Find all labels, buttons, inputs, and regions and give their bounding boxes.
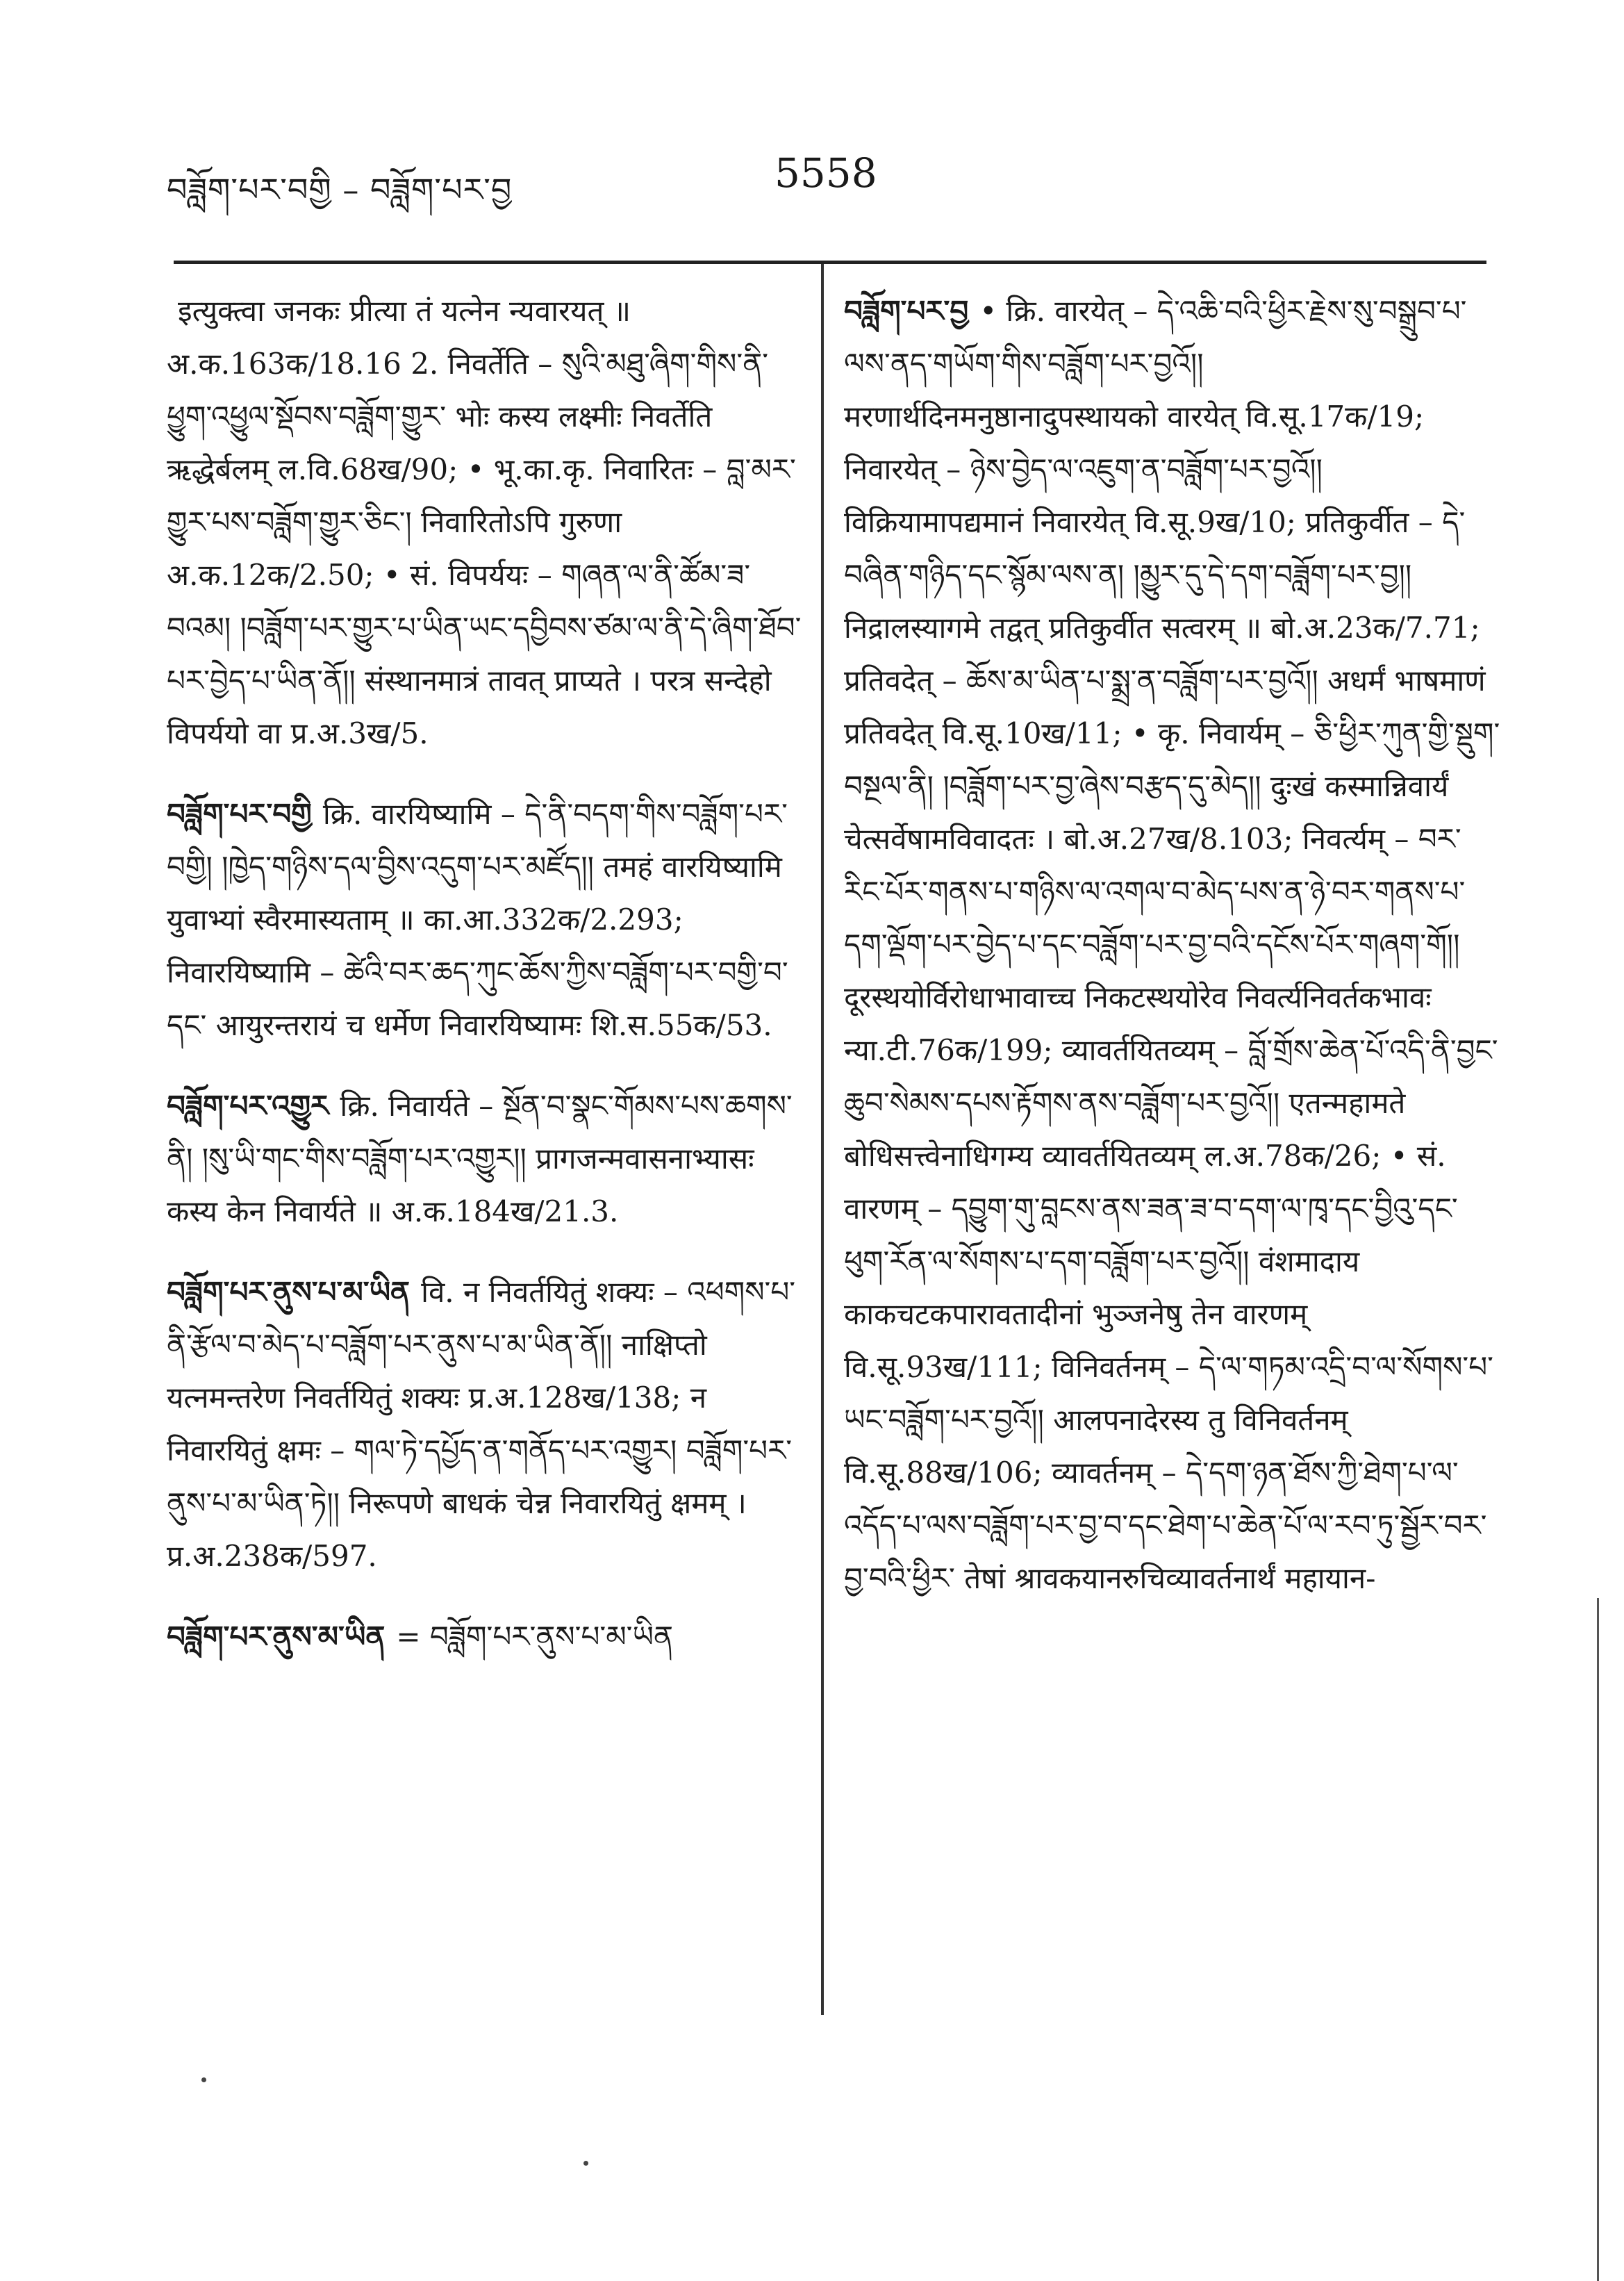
page-number: 5558 [774, 149, 877, 197]
dictionary-entry [844, 285, 1500, 1605]
left-column [167, 285, 802, 1691]
dictionary-entry [167, 285, 802, 760]
scan-speck [583, 2161, 588, 2166]
entry-text: क्रि. निवार्यते – སྔོན་བ་སྣང་གོམས་པས་ཆགས་ནི། །སུ་ཡི་གང་གིས་བཟློག་པར་འགྱུར།། प्रागजन्मवासनाभ्यासः कस्य केन निवार्यते ॥ अ.क.184ख/21.3. [167, 1089, 793, 1228]
entry-text: इत्युक्त्वा जनकः प्रीत्या तं यत्नेन न्यवारयत् ॥ अ.क.163क/18.16 2. निवर्तेति – སུའི་མཐུ་ཞིག་གིས་ནི་ཕྱུག་འཕྱུལ་སྡོབས་བཟློག་གྱུར་ भोः कस्य लक्ष्मीः निवर्तेति ऋद्धेर्बलम् ल.वि.68ख/90; • भू.का.कृ. निवारितः – བླ་མར་གྱུར་པས་བཟློག་གྱུར་ཅིང་། निवारितोऽपि गुरुणा अ.क.12क/2.50; • सं. विपर्ययः – གཞན་ལ་ནི་ཚོམ་ཟ་བའམ། །བཟློག་པར་གྱུར་པ་ཡིན་ཡང་དབྱིབས་ཙམ་ལ་ནི་དེ་ཞིག་ཐོབ་པར་བྱེད་པ་ཡིན་ནོ།། संस्थानमात्रं तावत् प्राप्यते । परत्र सन्देहो विपर्ययो वा प्र.अ.3ख/5. [167, 294, 802, 750]
dictionary-entry [167, 1266, 802, 1583]
header-rule [174, 261, 1486, 264]
entry-headword: བཟློག་པར་ནུས་མ་ཡིན [167, 1620, 386, 1654]
dictionary-entry [167, 1611, 802, 1663]
entry-headword: བཟློག་པར་འགྱུར [167, 1089, 329, 1123]
entry-text: क्रि. वारयिष्यामि – དེ་ནི་བདག་གིས་བཟློག་པར་བགྱི། །ཁྱེད་གཉིས་དལ་བྱིས་འདུག་པར་མཛོད།། तमहं वारयिष्यामि युवाभ्यां स्वैरमास्यताम् ॥ का.आ.332क/2.293; निवारयिष्यामि – ཚེའི་བར་ཆད་ཀུང་ཆོས་ཀྱིས་བཟློག་པར་བགྱི་བ་དང་ आयुरन्तरायं च धर्मेण निवारयिष्यामः शि.स.55क/53. [167, 797, 788, 1042]
scan-edge-mark [1597, 1598, 1624, 2281]
column-divider [821, 264, 824, 2015]
entry-headword: བཟློག་པར་བྱ [844, 294, 969, 328]
entry-text: वि. न निवर्तयितुं शक्यः – འཕགས་པ་ནི་རྩོལ་བ་མེད་པ་བཟློག་པར་ནུས་པ་མ་ཡིན་ནོ།། नाक्षिप्तो यत्नमन्तरेण निवर्तयितुं शक्यः प्र.अ.128ख/138; न निवारयितुं क्षमः – གལ་ཏེ་དཔྱོད་ན་གནོད་པར་འགྱུར། བཟློག་པར་ནུས་པ་མ་ཡིན་ཏེ།། निरूपणे बाधकं चेन्न निवारयितुं क्षमम् । प्र.अ.238क/597. [167, 1275, 796, 1573]
dictionary-entry [167, 788, 802, 1052]
entry-text: = བཟློག་པར་ནུས་པ་མ་ཡིན [396, 1620, 673, 1654]
right-column [844, 285, 1500, 1633]
scan-speck [201, 2077, 206, 2082]
page-header [167, 142, 1500, 212]
dictionary-entry [167, 1080, 802, 1238]
entry-headword: བཟློག་པར་བགྱི [167, 797, 312, 831]
running-head: བཟློག་པར་བགྱི – བཟློག་པར་བྱ [167, 171, 513, 208]
entry-text: • क्रि. वारयेत् – དེ་འཆི་བའི་ཕྱིར་རྗེས་སུ་བསྒྲུབ་པ་ལས་ནད་གཡོག་གིས་བཟློག་པར་བྱའོ།། मरणार्थदिनमनुष्ठानादुपस्थायको वारयेत् वि.सू.17क/19; निवारयेत् – ཉེས་བྱེད་ལ་འཇུག་ན་བཟློག་པར་བྱའོ།། विक्रियामापद्यमानं निवारयेत् वि.सू.9ख/10; प्रतिकुर्वीत – དེ་བཞིན་གཉིད་དང་སྙོམ་ལས་ན། །མྱུར་དུ་དེ་དག་བཟློག་པར་བྱ།། निद्रालस्यागमे तद्वत् प्रतिकुर्वीत सत्वरम् ॥ बो.अ.23क/7.71; प्रतिवदेत् – ཆོས་མ་ཡིན་པ་སྨྲ་ན་བཟློག་པར་བྱའོ།། अधर्मं भाषमाणं प्रतिवदेत् वि.सू.10ख/11; • कृ. निवार्यम् – ཅི་ཕྱིར་ཀུན་གྱི་སྡུག་བསྔལ་ནི། །བཟློག་པར་བྱ་ཞེས་བརྩད་དུ་མེད།། दुःखं कस्मान्निवार्यं चेत्सर्वेषामविवादतः । बो.अ.27ख/8.103; निवर्त्यम् – བར་རིང་པོར་གནས་པ་གཉིས་ལ་འགལ་བ་མེད་པས་ན་ཉེ་བར་གནས་པ་དག་ལྡོག་པར་བྱེད་པ་དང་བཟློག་པར་བྱ་བའི་དངོས་པོར་གཞག་གོ།། दूरस्थयोर्विरोधाभावाच्च निकटस्थयोरेव निवर्त्यनिवर्तकभावः न्या.टी.76क/199; व्यावर्तयितव्यम् – བློ་གྲོས་ཆེན་པོ་འདི་ནི་བྱང་ཆུབ་སེམས་དཔས་རྟོགས་ནས་བཟློག་པར་བྱའོ།། एतन्महामते बोधिसत्त्वेनाधिगम्य व्यावर्तयितव्यम् ल.अ.78क/26; • सं. वारणम् – དབྱུག་གུ་བླངས་ནས་ཟན་ཟ་བ་དག་ལ་ཁྭ་དང་བྱིའུ་དང་ཕུག་རོན་ལ་སོགས་པ་དག་བཟློག་པར་བྱའོ།། वंशमादाय काकचटकपारावतादीनां भुञ्जनेषु तेन वारणम् वि.सू.93ख/111; विनिवर्तनम् – དེ་ལ་གཏམ་འདྲི་བ་ལ་སོགས་པ་ཡང་བཟློག་པར་བྱའོ།། आलपनादेरस्य तु विनिवर्तनम् वि.सू.88ख/106; व्यावर्तनम् – དེ་དག་ཉན་ཐོས་ཀྱི་ཐེག་པ་ལ་འདོད་པ་ལས་བཟློག་པར་བྱ་བ་དང་ཐེག་པ་ཆེན་པོ་ལ་རབ་ཏུ་སྦྱོར་བར་བྱ་བའི་ཕྱིར་ तेषां श्रावकयानरुचिव्यावर्तनार्थं महायान- [844, 294, 1500, 1595]
entry-headword: བཟློག་པར་ནུས་པ་མ་ཡིན [167, 1275, 411, 1309]
